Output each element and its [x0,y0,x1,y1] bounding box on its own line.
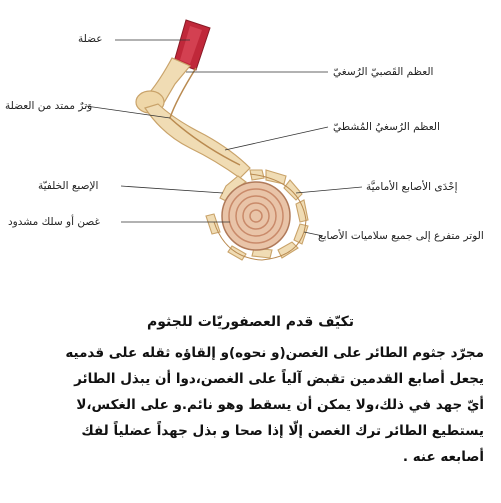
label-tendon-branches: الوتر متفرع إلى جميع سلاميات الأصابع [318,230,484,242]
label-front-toe: إحْدَى الأصابع الأماميَّة [366,181,458,193]
tarsometatarsus-bone [145,104,250,178]
caption-title: تكيّف قدم العصفوريّات للجثوم [147,314,354,330]
branch-cross-section [222,182,290,250]
body-line-4: يستطيع الطائر ترك الغصن إلّا إذا صحا و بذل جهداً عضلياً لفك [81,423,484,439]
label-tendon: وَترٌ ممتد من العضلة [5,100,93,112]
label-muscle: عضلة [78,33,103,45]
body-line-1: مجرّد جثوم الطائر على الغصن(و نحوه)و إلقاؤه ثقله على قدميه [65,345,484,361]
body-paragraph [14,340,484,470]
label-hind-toe: الإصبع الخلفيّة [38,180,99,192]
body-line-5: أصابعه عنه . [402,449,484,465]
body-line-2: يجعل أصابع القدمين تقبض آلياً على الغصن،دوا أن يبذل الطائر [74,371,484,387]
label-tarsometatarsus: العظم الرُسغيُ المُشطيّ [333,121,440,133]
label-tibiotarsus: العظم القَصبيّ الرُسغيّ [333,66,434,78]
body-line-3: أيّ جهد في ذلك،ولا يمكن أن يسقط وهو نائم.و على الغكس،لا [76,397,484,413]
label-branch: غصن أو سلك مشدود [8,216,100,228]
